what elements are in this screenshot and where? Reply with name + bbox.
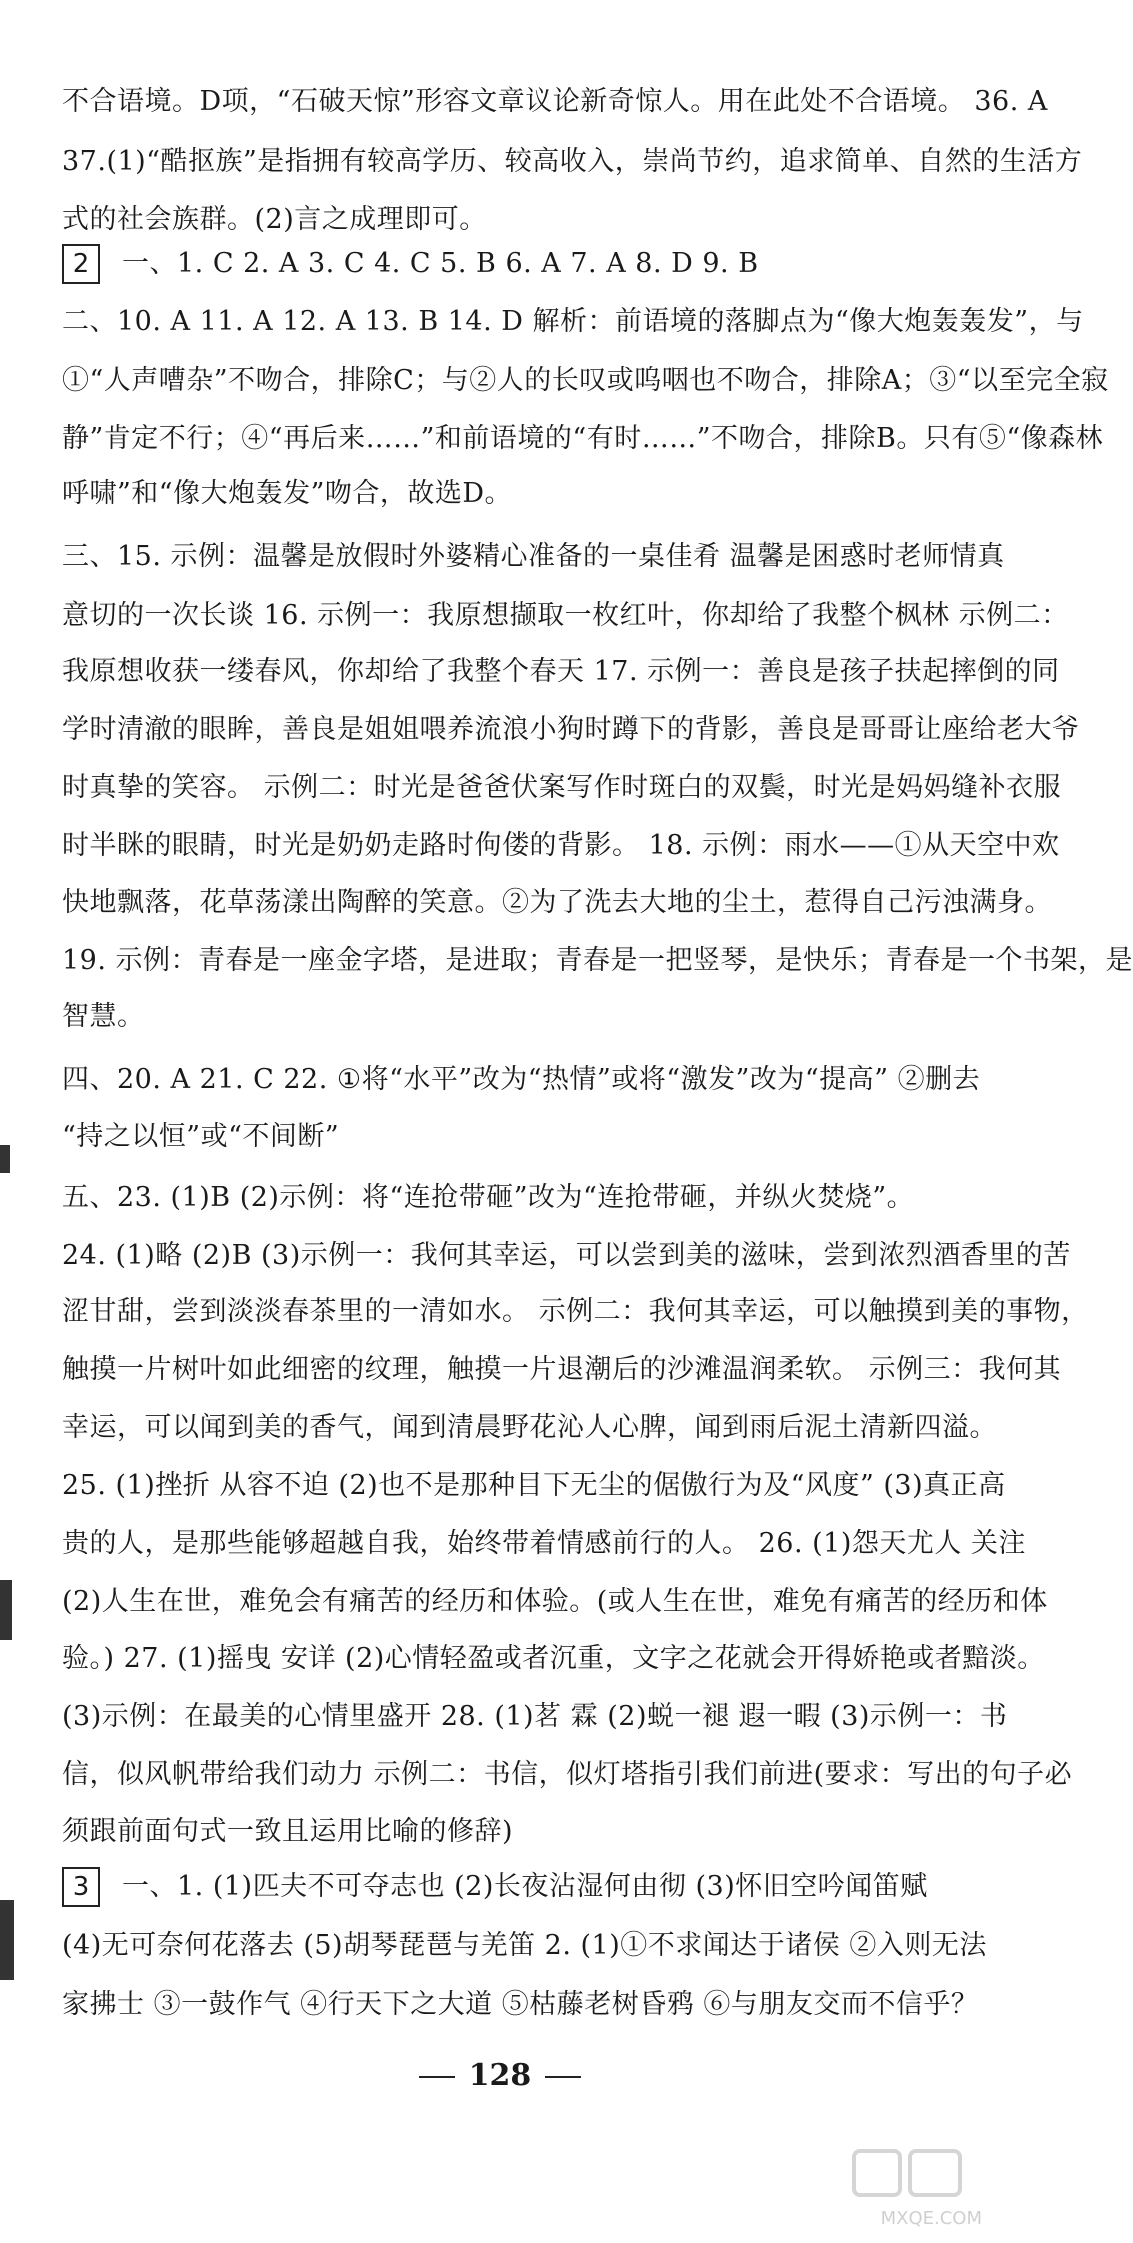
text-line: 幸运，可以闻到美的香气，闻到清晨野花沁人心脾，闻到雨后泥土清新四溢。 xyxy=(62,1412,997,1443)
text-line: ①“人声嘈杂”不吻合，排除C；与②人的长叹或呜咽也不吻合，排除A；③“以至完全寂 xyxy=(62,365,1109,396)
section-number-box: 3 xyxy=(62,1867,100,1907)
text-line: 贵的人，是那些能够超越自我，始终带着情感前行的人。 26. (1)怨天尤人 关注 xyxy=(62,1528,1026,1559)
page-number-dash-right xyxy=(545,2076,581,2078)
section-number-box: 2 xyxy=(62,244,100,284)
text-line: 意切的一次长谈 16. 示例一：我原想撷取一枚红叶，你却给了我整个枫林 示例二： xyxy=(62,600,1069,631)
watermark-text: MXQE.COM xyxy=(880,2208,982,2229)
text-line: 快地飘落，花草荡漾出陶醉的笑意。②为了洗去大地的尘土，惹得自己污浊满身。 xyxy=(62,887,1052,918)
text-line: “持之以恒”或“不间断” xyxy=(62,1121,340,1152)
text-line: 19. 示例：青春是一座金字塔，是进取；青春是一把竖琴，是快乐；青春是一个书架，是 xyxy=(62,945,1133,976)
watermark-icon xyxy=(848,2145,968,2205)
text-line: 24. (1)略 (2)B (3)示例一：我何其幸运，可以尝到美的滋味，尝到浓烈酒香里的苦 xyxy=(62,1240,1071,1271)
text-line: 学时清澈的眼眸，善良是姐姐喂养流浪小狗时蹲下的背影，善良是哥哥让座给老大爷 xyxy=(62,714,1080,745)
text-line: (4)无可奈何花落去 (5)胡琴琵琶与羌笛 2. (1)①不求闻达于诸侯 ②入则无法 xyxy=(62,1930,987,1961)
text-line: 须跟前面句式一致且运用比喻的修辞) xyxy=(62,1816,514,1847)
text-line: 一、1. (1)匹夫不可夺志也 (2)长夜沾湿何由彻 (3)怀旧空吟闻笛赋 xyxy=(122,1871,928,1902)
text-line: 三、15. 示例：温馨是放假时外婆精心准备的一桌佳肴 温馨是困惑时老师情真 xyxy=(62,541,1005,572)
text-line: 不合语境。D项，“石破天惊”形容文章议论新奇惊人。用在此处不合语境。 36. A xyxy=(62,86,1048,117)
binding-edge-mark xyxy=(0,1900,14,1980)
text-line: 智慧。 xyxy=(62,1001,145,1032)
text-line: (3)示例：在最美的心情里盛开 28. (1)茗 霖 (2)蜕一褪 遐一暇 (3)示例一：书 xyxy=(62,1701,1008,1732)
text-line: (2)人生在世，难免会有痛苦的经历和体验。(或人生在世，难免有痛苦的经历和体 xyxy=(62,1586,1048,1617)
text-line: 信，似风帆带给我们动力 示例二：书信，似灯塔指引我们前进(要求：写出的句子必 xyxy=(62,1759,1073,1790)
binding-edge-mark xyxy=(0,1580,12,1640)
binding-edge-mark xyxy=(0,1145,10,1173)
text-line: 时真挚的笑容。 示例二：时光是爸爸伏案写作时斑白的双鬓，时光是妈妈缝补衣服 xyxy=(62,772,1062,803)
text-line: 家拂士 ③一鼓作气 ④行天下之大道 ⑤枯藤老树昏鸦 ⑥与朋友交而不信乎？ xyxy=(62,1989,979,2020)
text-line: 式的社会族群。(2)言之成理即可。 xyxy=(62,204,487,235)
page-number xyxy=(0,2058,1000,2093)
text-line: 37.(1)“酷抠族”是指拥有较高学历、较高收入，崇尚节约，追求简单、自然的生活方 xyxy=(62,146,1083,177)
text-line: 涩甘甜，尝到淡淡春茶里的一清如水。 示例二：我何其幸运，可以触摸到美的事物， xyxy=(62,1296,1089,1327)
text-line: 呼啸”和“像大炮轰发”吻合，故选D。 xyxy=(62,478,513,509)
text-line: 触摸一片树叶如此细密的纹理，触摸一片退潮后的沙滩温润柔软。 示例三：我何其 xyxy=(62,1354,1062,1385)
text-line: 25. (1)挫折 从容不迫 (2)也不是那种目下无尘的倨傲行为及“风度” (3)真正高 xyxy=(62,1470,1006,1501)
watermark-logo xyxy=(848,2145,988,2235)
text-line: 静”肯定不行；④“再后来……”和前语境的“有时……”不吻合，排除B。只有⑤“像森林 xyxy=(62,423,1104,454)
text-line: 验。) 27. (1)摇曳 安详 (2)心情轻盈或者沉重，文字之花就会开得娇艳或者黯淡。 xyxy=(62,1643,1045,1674)
text-line: 我原想收获一缕春风，你却给了我整个春天 17. 示例一：善良是孩子扶起摔倒的同 xyxy=(62,656,1060,687)
page-number-dash-left xyxy=(419,2076,455,2078)
text-line: 一、1. C 2. A 3. C 4. C 5. B 6. A 7. A 8. D 9. B xyxy=(122,248,759,279)
page-number-text: 128 xyxy=(468,2058,532,2093)
text-line: 时半眯的眼睛，时光是奶奶走路时佝偻的背影。 18. 示例：雨水——①从天空中欢 xyxy=(62,830,1060,861)
text-line: 二、10. A 11. A 12. A 13. B 14. D 解析：前语境的落脚点为“像大炮轰轰发”，与 xyxy=(62,306,1084,337)
text-line: 四、20. A 21. C 22. ①将“水平”改为“热情”或将“激发”改为“提高” ②删去 xyxy=(62,1064,981,1095)
text-line: 五、23. (1)B (2)示例：将“连抢带砸”改为“连抢带砸，并纵火焚烧”。 xyxy=(62,1182,915,1213)
